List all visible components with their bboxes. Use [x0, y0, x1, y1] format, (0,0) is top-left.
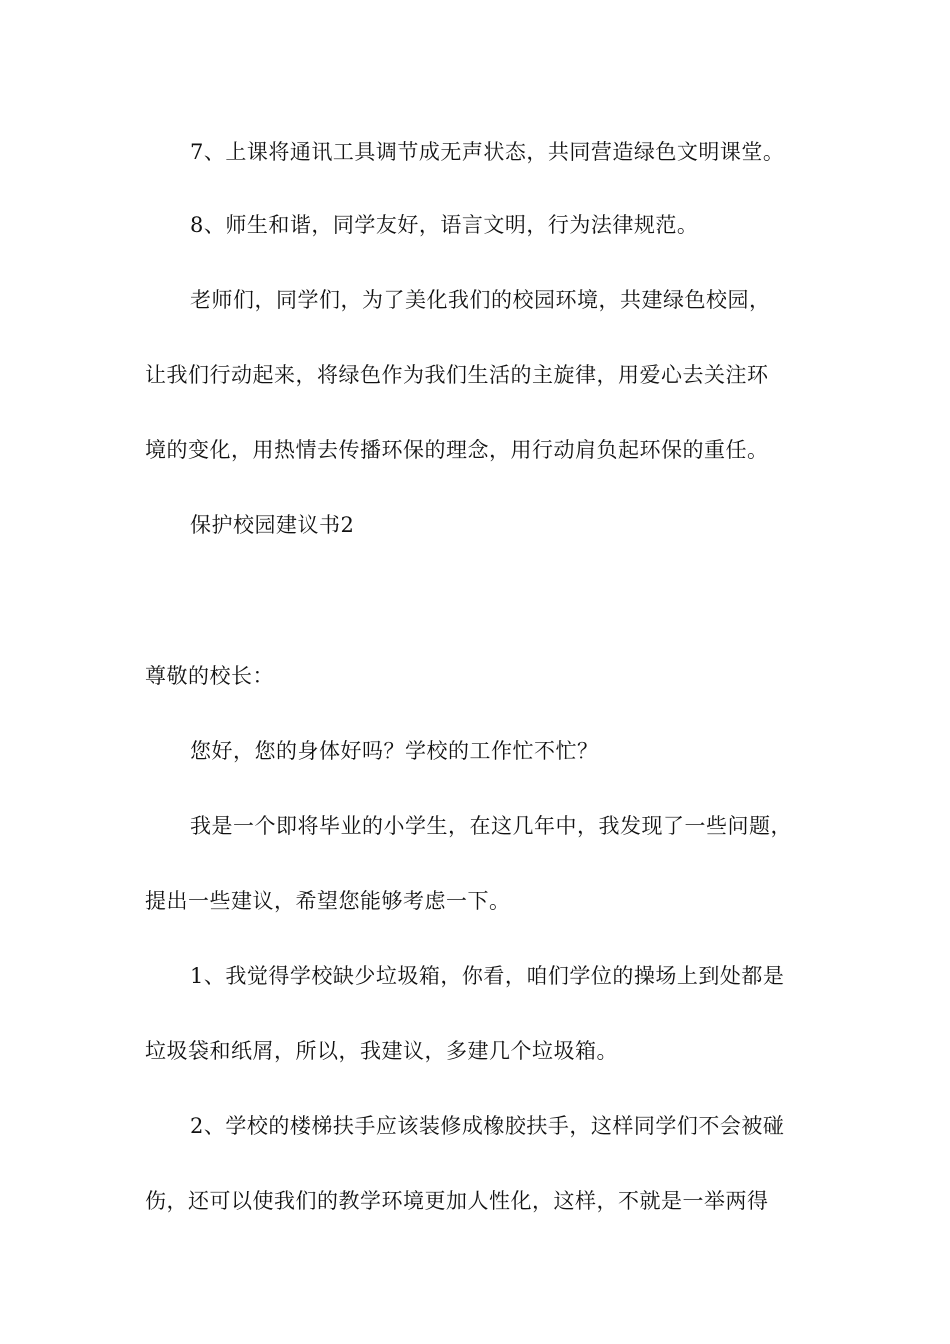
- suggestion-1-line-2: 垃圾袋和纸屑，所以，我建议，多建几个垃圾箱。: [145, 1039, 618, 1063]
- intro-paragraph-line-2: 提出一些建议，希望您能够考虑一下。: [145, 889, 511, 913]
- greeting-paragraph: 您好，您的身体好吗？学校的工作忙不忙？: [190, 739, 599, 763]
- closing-paragraph-line-3: 境的变化，用热情去传播环保的理念，用行动肩负起环保的重任。: [145, 438, 769, 462]
- salutation: 尊敬的校长：: [145, 664, 274, 688]
- intro-paragraph-line-1: 我是一个即将毕业的小学生，在这几年中，我发现了一些问题，: [190, 814, 792, 838]
- paragraph-item-7: 7、上课将通讯工具调节成无声状态，共同营造绿色文明课堂。: [190, 140, 785, 164]
- suggestion-1-line-1: 1、我觉得学校缺少垃圾箱，你看，咱们学位的操场上到处都是: [190, 964, 785, 988]
- section-title: 保护校园建议书2: [190, 513, 355, 537]
- paragraph-item-8: 8、师生和谐，同学友好，语言文明，行为法律规范。: [190, 213, 699, 237]
- suggestion-2-line-2: 伤，还可以使我们的教学环境更加人性化，这样，不就是一举两得: [145, 1189, 769, 1213]
- closing-paragraph-line-1: 老师们，同学们，为了美化我们的校园环境，共建绿色校园，: [190, 288, 771, 312]
- closing-paragraph-line-2: 让我们行动起来，将绿色作为我们生活的主旋律，用爱心去关注环: [145, 363, 769, 387]
- suggestion-2-line-1: 2、学校的楼梯扶手应该装修成橡胶扶手，这样同学们不会被碰: [190, 1114, 785, 1138]
